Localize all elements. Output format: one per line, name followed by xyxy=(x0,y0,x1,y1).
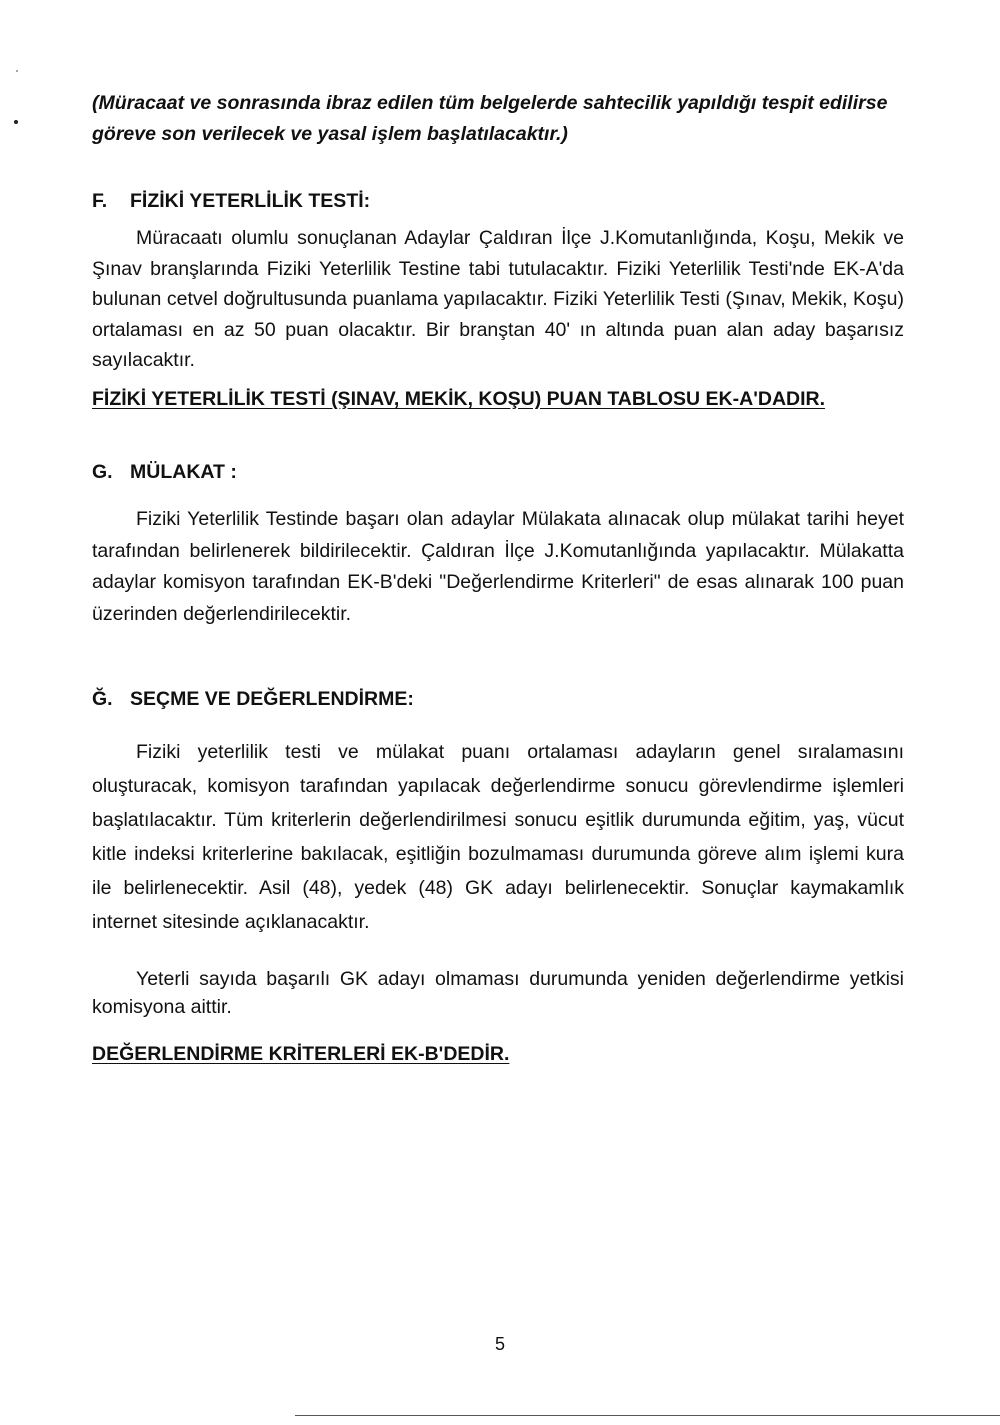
section-g-paragraph: Fiziki Yeterlilik Testinde başarı olan adaylar Mülakata alınacak olup mülakat tarihi heyet tarafından belirlenerek bildirilecektir. Çaldıran İlçe J.Komutanlığında yapılacaktır. Mülakatta adaylar komisyon tarafından EK-B'deki "Değerlendirme Kriterleri" de esas alınarak 100 puan üzerinden değerlendirilecektir. xyxy=(92,508,904,625)
section-gh-note: DEĞERLENDİRME KRİTERLERİ EK-B'DEDİR. xyxy=(92,1043,510,1065)
section-g-letter: G. xyxy=(92,461,113,483)
section-f-note: FİZİKİ YETERLİLİK TESTİ (ŞINAV, MEKİK, KOŞU) PUAN TABLOSU EK-A'DADIR. xyxy=(92,388,826,410)
section-gh-paragraph-2: Yeterli sayıda başarılı GK adayı olmaması durumunda yeniden değerlendirme yetkisi komisyona aittir. xyxy=(92,968,904,1018)
section-gh-paragraph-1: Fiziki yeterlilik testi ve mülakat puanı ortalaması adayların genel sıralamasını oluşturacak, komisyon tarafından yapılacak değerlendirme sonucu görevlendirme işlemleri başlatılacaktır. Tüm kriterlerin değerlendirilmesi sonucu eşitlik durumunda eğitim, yaş, vücut kitle indeksi kriterlerine bakılacak, eşitliğin bozulmaması durumunda göreve alım işlemi kura ile belirlenecektir. Asil (48), yedek (48) GK adayı belirlenecektir. Sonuçlar kaymakamlık internet sitesinde açıklanacaktır. xyxy=(92,741,904,933)
section-f-paragraph: Müracaatı olumlu sonuçlanan Adaylar Çaldıran İlçe J.Komutanlığında, Koşu, Mekik ve Şınav branşlarında Fiziki Yeterlilik Testine tabi tutulacaktır. Fiziki Yeterlilik Testi'nde EK-A'da bulunan cetvel doğrultusunda puanlama yapılacaktır. Fiziki Yeterlilik Testi (Şınav, Mekik, Koşu) ortalaması en az 50 puan olacaktır. Bir branştan 40' ın altında puan alan aday başarısız sayılacaktır. xyxy=(92,227,904,371)
section-g-title: MÜLAKAT : xyxy=(130,461,237,483)
scan-speck xyxy=(16,70,18,72)
section-gh-letter: Ğ. xyxy=(92,688,113,710)
footer-rule xyxy=(295,1415,1000,1416)
section-f-heading xyxy=(92,190,370,213)
section-gh-title: SEÇME VE DEĞERLENDİRME: xyxy=(130,688,414,710)
intro-note: (Müracaat ve sonrasında ibraz edilen tüm belgelerde sahtecilik yapıldığı tespit edilirse göreve son verilecek ve yasal işlem başlatılacaktır.) xyxy=(92,92,888,145)
section-g-heading xyxy=(92,461,237,484)
section-gh-heading xyxy=(92,688,414,711)
section-f-title: FİZİKİ YETERLİLİK TESTİ: xyxy=(130,190,371,212)
scan-speck xyxy=(14,120,18,124)
page-number: 5 xyxy=(494,1334,505,1354)
section-f-letter: F. xyxy=(92,190,108,212)
